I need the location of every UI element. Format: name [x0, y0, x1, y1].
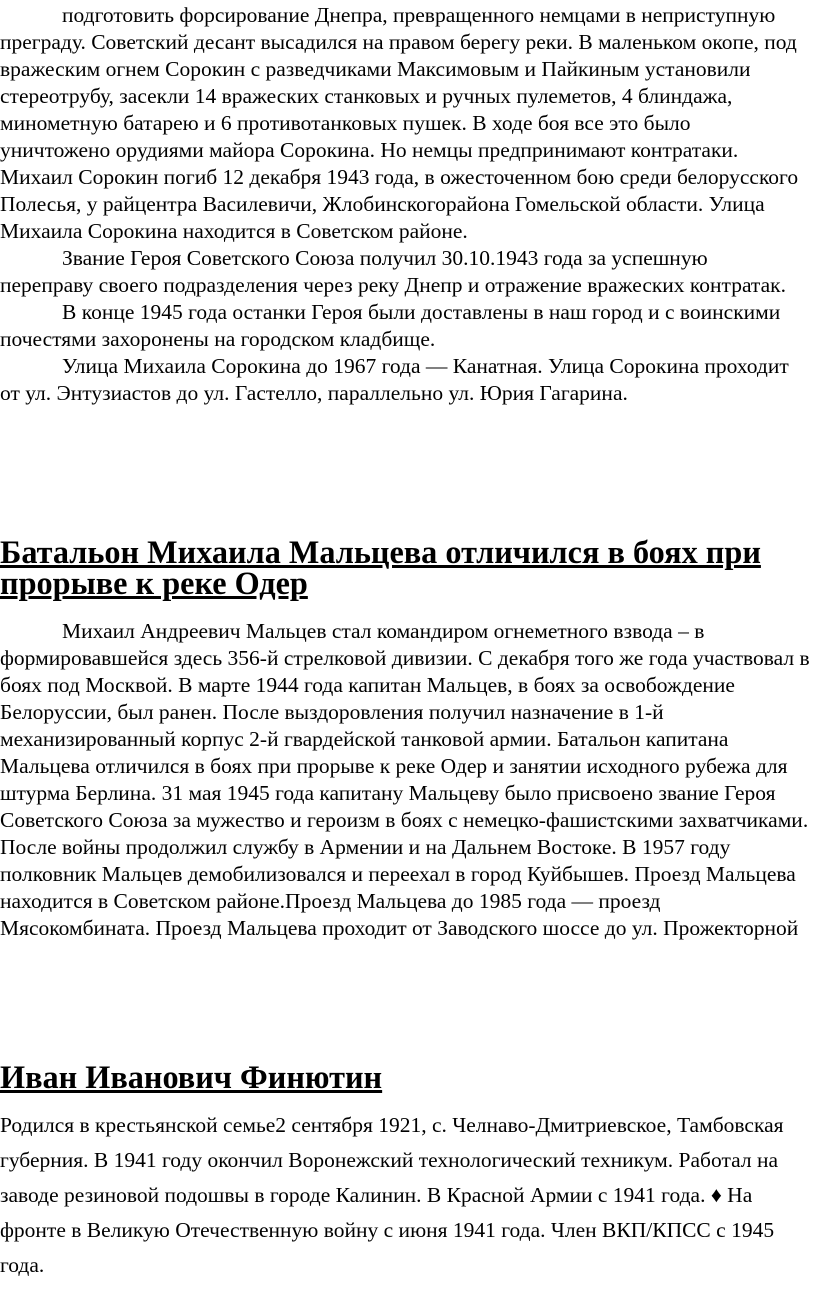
paragraph-finyutin: Родился в крестьянской семье2 сентября 1921, с. Челнаво-Дмитриевское, Тамбовская губерния. В 1941 году окончил Воронежский технологический техникум. Работал на заводе резиновой подошвы в городе Калинин. В Красной Армии с 1941 года. ♦ На фронте в Великую Отечественную войну с июня 1941 года. Член ВКП/КПСС с 1945 года.: [0, 1113, 784, 1277]
paragraph-sorokin-battle: подготовить форсирование Днепра, превращенного немцами в неприступную преграду. Советский десант высадился на правом берегу реки. В маленьком окопе, под вражеским огнем Сорокин с разведчиками Максимовым и Пайкиным установили стереотрубу, засекли 14 вражеских станковых и ручных пулеметов, 4 блиндажа, минометную батарею и 6 противотанковых пушек. В ходе боя все это было уничтожено орудиями майора Сорокина. Но немцы предпринимают контратаки. Михаил Сорокин погиб 12 декабря 1943 года, в ожесточенном бою среди белорусского Полесья, у райцентра Василевичи, Жлобинскогорайона Гомельской области. Улица Михаила Сорокина находится в Советском районе.: [0, 3, 799, 243]
paragraph-sorokin-burial: В конце 1945 года останки Героя были доставлены в наш город и с воинскими почестями захоронены на городском кладбище.: [0, 300, 781, 351]
paragraph-sorokin-street: Улица Михаила Сорокина до 1967 года — Канатная. Улица Сорокина проходит от ул. Энтузиастов до ул. Гастелло, параллельно ул. Юрия Гагарина.: [0, 354, 789, 405]
heading-maltsev: Батальон Михаила Мальцева отличился в боях при прорыве к реке Одер: [0, 534, 761, 601]
heading-finyutin: Иван Иванович Финютин: [0, 1059, 383, 1095]
paragraph-sorokin-hero-title: Звание Героя Советского Союза получил 30.10.1943 года за успешную переправу своего подразделения через реку Днепр и отражение вражеских контратак.: [0, 246, 786, 297]
section-sorokin: [0, 2, 810, 407]
paragraph-maltsev: Михаил Андреевич Мальцев стал командиром огнеметного взвода – в формировавшейся здесь 356-й стрелковой дивизии. С декабря того же года участвовал в боях под Москвой. В марте 1944 года капитан Мальцев, в боях за освобождение Белоруссии, был ранен. После выздоровления получил назначение в 1-й механизированный корпус 2-й гвардейской танковой армии. Батальон капитана Мальцева отличился в боях при прорыве к реке Одер и занятии исходного рубежа для штурма Берлина. 31 мая 1945 года капитану Мальцеву было присвоено звание Героя Советского Союза за мужество и героизм в боях с немецко-фашистскими захватчиками. После войны продолжил службу в Армении и на Дальнем Востоке. В 1957 году полковник Мальцев демобилизовался и переехал в город Куйбышев. Проезд Мальцева находится в Советском районе.Проезд Мальцева до 1985 года — проезд Мясокомбината. Проезд Мальцева проходит от Заводского шоссе до ул. Прожекторной: [0, 619, 810, 940]
